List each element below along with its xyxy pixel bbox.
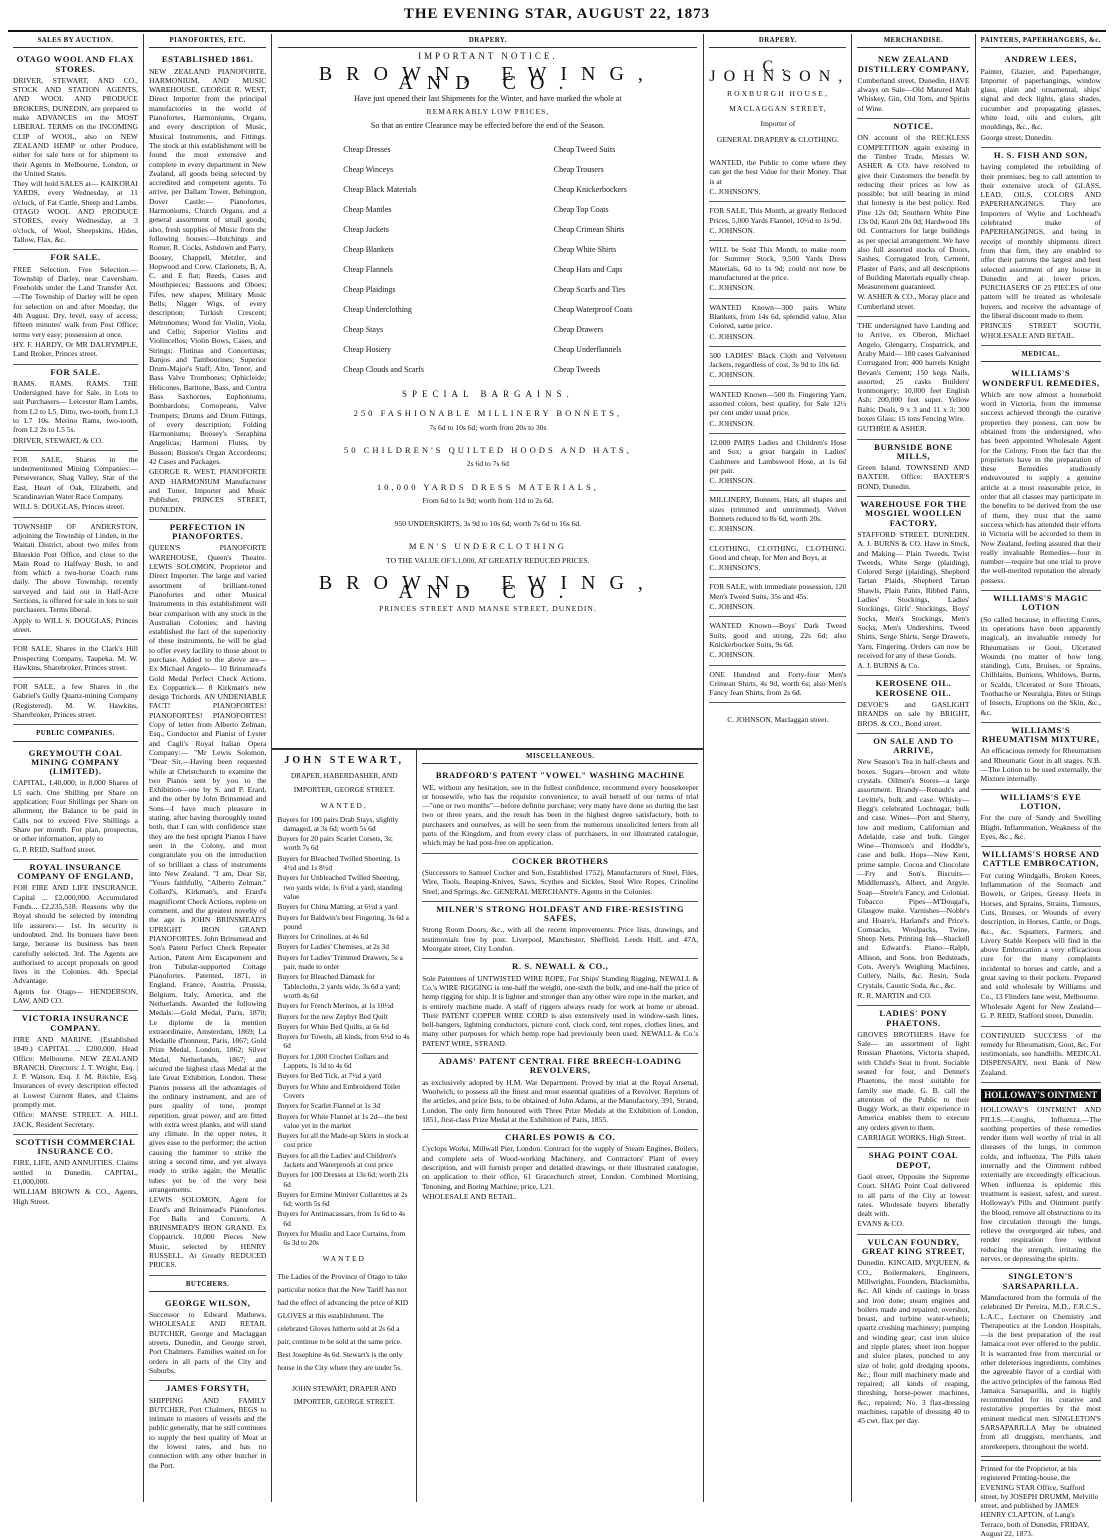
advert (13, 1011, 138, 1135)
cheap-item: Cheap Dresses (343, 145, 391, 155)
masthead: THE EVENING STAR, AUGUST 22, 1873 (8, 6, 1106, 32)
advert (13, 678, 138, 725)
advert-signature: C. JOHNSON'S. (709, 186, 761, 196)
advert-signature: C. JOHNSON. (709, 370, 755, 380)
wanted-heading: WANTED (322, 1253, 366, 1263)
advert (857, 1235, 969, 1431)
advert (981, 366, 1101, 591)
advert-title: COCKER BROTHERS (511, 855, 609, 866)
advert-title: ESTABLISHED 1861. (161, 54, 254, 65)
advert (981, 723, 1101, 790)
advert-title: WILLIAMS'S WONDERFUL REMEDIES, (981, 368, 1100, 388)
wanted-item: Buyers for China Matting, at 6½d a yard (277, 902, 398, 912)
advert-title: OTAGO WOOL AND FLAX STORES. (16, 54, 135, 74)
cheap-item: Cheap Black Materials (343, 185, 417, 195)
advert-body: WANTED Known—300 pairs White Blankets, from 14s 6d, splendid value. Also Colored, same price. (709, 302, 847, 331)
wanted-item: Buyers for Ladies' Chemises, at 2s 3d (277, 942, 389, 952)
wanted-item: Buyers for French Merinos, at 1s 10½d (277, 1001, 394, 1011)
advert (857, 1006, 969, 1148)
advert-body: STAFFORD STREET, DUNEDIN. A. J. BURNS & CO. Have in Stock, and Making— Plain Tweeds, Twist Tweeds, White Serge (plaiding), Colored Serge (plaiding), Shepherd Tartan Plaids, Shepherd Tartan Shawls, Plain Pants, Ribbed Pants, Ladies' Stockings, Ladies' Stockings, Girls' Stockings, Boys' Socks, Men's Stockings, Men's Socks, Men's Undershirts, Tweed Shirts, Serge Shirts, Serge Drawers, Yarn, Fingering. Orders can now be received for any of these Goods. (857, 529, 970, 660)
advert-signature: WHOLESALE AND RETAIL. (422, 1191, 517, 1201)
wanted-item: Buyers for 100 pairs Drab Stays, slightly damaged, at 3s 6d; worth 5s 6d (277, 814, 399, 833)
section-header: DRAPERY. (709, 36, 846, 48)
advert-title: R. S. NEWALL & CO., (512, 961, 609, 972)
wanted-item: Buyers for Ladies' Trimmed Drawers, 5s a pair, made to order (277, 952, 403, 972)
advert (857, 440, 969, 497)
advert (13, 746, 138, 860)
advert-body: SHIPPING AND FAMILY BUTCHER, Port Chalmers, BEGS to intimate to masters of vessels and the public generally, that he still continues to supply the best quality of Meat at the lowest rates, and has no connection with any other butcher in the Port. (148, 1395, 267, 1470)
cheap-item: Cheap Top Coats (553, 205, 609, 215)
bargain-title: 250 FASHIONABLE MILLINERY BONNETS, (353, 408, 623, 419)
advert-signature: Wholesale Agent for New Zealand— G. P. REID, Stafford street, Dunedin. (980, 1001, 1101, 1021)
advert-signature: CARRIAGE WORKS, High Street. (857, 1133, 966, 1143)
advert-title: BURNSIDE BONE MILLS, (874, 441, 953, 461)
advert-body: FOR SALE, This Month, at greatly Reduced Prices, 5,000 Yards Flannel, 10½d to 1s 9d. (709, 206, 847, 225)
advert-body: MILLINERY, Bonnets, Hats, all shapes and sizes (trimmed and untrimmed). Velvet Bonnets reduced to 8s 6d, worth 20s. (709, 495, 847, 523)
wanted-item: Buyers for all the Ladies' and Children's Jackets and Waterproofs at cost price (277, 1150, 397, 1169)
advert (981, 591, 1101, 723)
wanted-item: Buyers for Baldwin's best Fingering, 3s 6d a pound (277, 912, 409, 931)
wanted-item: Buyers for Bleached Damask for Tablecloths, 2 yards wide, 3s 6d a yard; worth 4s 6d (277, 972, 401, 1000)
advert-body: CAPITAL, L40,000; in 8,000 Shares of L5 each. One Shilling per Share on application; Four Shillings per Share on allotment; the Balance to be paid in Calls not to exceed Five Shillings a Share per month. For plan, prospectus, or other information, apply to (13, 778, 138, 844)
advert-body: FIRE, LIFE, AND ANNUITIES. Claims settled in Dunedin. CAPITAL, £1,000,000. (13, 1158, 138, 1187)
advert-body: FOR SALE, Shares in the undermentioned Mining Companies:— Perseverance, Shag Valley, Star of the East, Heart of Oak, Elizabeth, and Scandinavian Water Race Company. (13, 454, 138, 502)
advert-title: FOR SALE. (50, 252, 101, 263)
cheap-item: Cheap Clouds and Scarfs (343, 365, 424, 375)
advert-title: VULCAN FOUNDRY, GREAT KING STREET, (861, 1236, 966, 1257)
advert-title: LADIES' PONY PHAETONS. (879, 1008, 948, 1028)
column-drapery-brown-ewing (272, 34, 704, 1502)
cheap-item: Cheap Trousers (553, 165, 604, 175)
advert-body: Gaol street, Opposite the Supreme Court. SHAG Point Coal delivered to all parts of the City at lowest rates. Wholesale buyers liberally dealt with. (857, 1171, 970, 1219)
advert-body: RAMS. RAMS. RAMS. THE Undersigned have for Sale, in Lots to suit Purchasers— Leicester Ram Lambs, from L2 to L5. Ditto, two-tooth, from L3 to L7 10s. Merino Rams, two-tooth, from L2 2s to L5 5s. (13, 378, 138, 435)
bargain-detail: 7s 6d to 10s 6d; worth from 20s to 30s (429, 422, 547, 432)
advert-body: Strong Room Doors, &c., with all the recent improvements. Price lists, drawings, and testimonials free by post. Liverpool, Manchester, Sheffield, Leeds Hull, and 47A, Moorgate street, City London. (422, 925, 699, 954)
advert (149, 52, 266, 520)
advert-body: DRIVER, STEWART, AND CO., STOCK AND STATION AGENTS, AND WOOL AND PRODUCE BROKERS, DUNEDIN, are prepared to make ADVANCES on the MOST LIBERAL TERMS on the INCOMING CLIP of WOOL, also on NEW ZEALAND HEMP or other Produce, either for sale here or for shipment to their Agents in Melbourne, London, or the United States. (13, 75, 138, 178)
advert-signature: DRIVER, STEWART, & CO. (13, 435, 104, 445)
section-header: PUBLIC COMPANIES. (13, 729, 138, 741)
advert-body: (Successors to Samuel Cocker and Son, Established 1752), Manufacturers of Steel, Files, Wire, Tools, Reaping-Knives, Saws, Scythes and Sickles, Steel Wire Ropes, Crinoline Steel, and Springs, &c. GENERAL MERCHANTS. Agents in the Colonies. (422, 867, 699, 896)
advert (13, 640, 138, 678)
advert (709, 347, 846, 386)
advert-title: ANDREW LEES, (1004, 54, 1077, 65)
holloway-banner: HOLLOWAY'S OINTMENT (981, 1089, 1101, 1102)
section-header: MEDICAL. (981, 350, 1101, 362)
advert-title: WAREHOUSE FOR THE MOSGIEL WOOLLEN FACTORY, (860, 499, 967, 528)
advert (149, 520, 266, 1276)
section-header: BUTCHERS. (149, 1280, 266, 1292)
advert-body: THE undersigned have Landing and to Arrive, ex Oberon, Michael Angelo, Glengarry, Cospatrick, and Araby Maid— 180 cases Galvanised Corrugated Iron; 400 barrels Knight Bevan's Cement; 150 kegs Nails, assorted; 25 casks Builders' Ironmongery; 10,000 feet English Ash; 200,000 feet super. Yellow Baltic Deals, 9 x 3 and 11 x 3; 300 boxes Glass; 15 tons Fencing Wire. (857, 321, 970, 423)
advert-title: GEORGE WILSON, (164, 1297, 251, 1308)
advert (709, 491, 846, 539)
bargain-detail: From 6d to 1s 9d; worth from 11d to 2s 6d. (422, 495, 554, 505)
advert-body: NEW ZEALAND PIANOFORTE, HARMONIUM, AND MUSIC WAREHOUSE. GEORGE R. WEST, Direct Importer from the principal manufactories in the world of Pianofortes, Harmoniums, Organs, and every description of Music, Musical Instruments, and Fittings. The stock at this establishment will be found the most extensive and complete in every department in New Zealand, all goods being selected by accredited and competent agents. To arrive, per Dallam Tower, Bebington, Dover Castle:— Pianofortes, Harmoniums, Church Organs, and a general assortment of small goods; also, fresh supplies of Music from the following houses:—Hutchings and Romer, R. Cocks, Ashdown and Parry, Boosey, Chappell, Metzler, and Hopwood and Crew. Clarionets, B, A, C, and E flat; Reeds, Cases and Mouthpieces; Bassoons and Oboes; Fifes, new shapes; Military Music Bells; Nigger Wigs, of every description; Turkish Crescent; Metronomes; Wood for Violin, Viola, and Cello; Superior Violins and Violincellos; Violin Bows, Cases, and Strings; Flutinas and Concertinas; Banjos and Tambourines; Superior Drum-Major's Staff; Alto, Tenor, and Bass Valve Trombones; Ophicleide; Helicones, Baritone, Bass, and Contra Bass Saxhornes, Euphoniums, Bombardons; Cornopeans, Valve Trumpets; Drums and Drum Fittings, of every description; Folding Harmoniums; Boosey's Seraphina Angelicas; Harmoni Flutes, by Busson; Busson's Organ Accordeons; 42 Cases and Packages. (148, 66, 267, 467)
lower-drapery-area (272, 750, 703, 1502)
clearance-text: So that an entire Clearance may be effected before the end of the Season. (370, 120, 605, 130)
cheap-goods-list (278, 140, 697, 380)
advert-signature: WILLIAM BROWN & CO., Agents, High Street. (13, 1187, 138, 1206)
wanted-item: Buyers for Antimacassars, from 1s 6d to 4s 6d (277, 1209, 406, 1228)
advert-signature: A. J. BURNS & Co. (857, 661, 920, 671)
advert (981, 1083, 1101, 1269)
advert (709, 299, 846, 347)
advert (13, 451, 138, 518)
cheap-right-list (554, 140, 633, 380)
advert-body: QUEEN'S PIANOFORTE WAREHOUSE, Queen's Theatre. LEWIS SOLOMON, Proprietor and Direct Importer. The large and varied assortment of brilliant-toned Pianofortes and other Musical Instruments in this establishment will bear comparison with any stock in the Australian Colonies; and having established the fact of the superiority of these instruments, he will be glad to offer every facility to those about to purchase. Added to the above are— Ex Michael Angelo— 10 Brinsmead's Gold Medal Perfect Check Actions. Ex Coppatrick— 8 Kirkman's new design Trichords. AN UNDENIABLE FACT! PIANOFORTES! PIANOFORTES! PIANOFORTES! Copy of letter from Alberto Zelman, Esq., Conductor and Pianist of Lyster and Cagli's Royal Italian Opera Company:— "Mr Lewis Solomon, "Dear Sir,—Having been requested while at Christchurch to examine the two Pianos sent by you to the Exhibition—one by S. and P. Erard, and the other by John Brinsmead and Sons—I have much pleasure in stating, after having thoroughly tested both, that I can with confidence state they are the best upright Pianos I have seen in the Colony, and most congratulate you on the introduction of so brilliant a class of instruments into New Zealand. "I am, Dear Sir, "Yours faithfully, "Alberto Zelman." Collard's, Kirkman's, and Erard's magnificent Check Actions, replete on comment, and the greatest novelty of the age is JOHN BRINSMEAD'S UPRIGHT IRON GRAND PIANOFORTES. John Brinsmead and Son's Patent Perfect Check Repeater Action, Patent Arm Escapement and Iron Tubular-supported Cottage Pianofortes. Patented, 1871, in England, France, Austria, Prussia, Belgium, Italy, America, and the Netherlands. Awarded the following Medals:—Gold Medal, Paris, 1870; Le diplome de la mention extraordinaire, Amsterdam, 1869; La Medaille d'honneur, Paris, 1867; Gold Prize Medal, London, 1862; Silver Medal, Netherlands, 1867; and secured the highest class Medal at the late Great Exhibition, London. These Pianos possess all the advantages of the ordinary instrument, and are of pure quality of tone, prompt repetition, great power, and are fitted with extra wrest planks, and will stand any climate. In the upper notes, it gives ease to the performer; the action causing the hammer to strike the string a second time, and yet always ready to strike again; the Metallic tubes yet be of the very best arrangements. (148, 543, 267, 1194)
advert-body: HOLLOWAY'S OINTMENT AND PILLS.—Coughs, Influenza.—The soothing properties of these remedies render them well worthy of trial in all diseases of the lungs, in common colds, and influenza. The Pills taken internally and the Ointment rubbed externally are exceedingly efficacious. When influenza is epidemic this treatment is easiest, safest, and surest. Holloway's Pills and Ointment purify the blood, remove all obstructions to its free circulation through the lungs, relieve the overgorged air tubes, and render respiration free without reducing the strength, irritating the nerves, or depressing the spirits. (980, 1105, 1101, 1264)
advert-signature: George street, Dunedin. (980, 132, 1053, 142)
johnson-importer: Importer of (760, 119, 796, 129)
advert (13, 250, 138, 364)
advert-body: ON account of the RECKLESS COMPETITION again existing in the Timber Trade, Messrs W. ASHER & CO. have resolved to give their Customers the benefit by reducing their prices as low as possible; but still bearing in mind that honesty is the best policy. Red Pine 12s 0d; Southern White Pine 13s 0d; Kauri 20s 0d; Hardwood 18s 0d. Contractors for large buildings as per special arrangement. We have also full assorted stocks of Doors, Sashes, Corrugated Iron, Cement, Plaster of Paris, and all descriptions of Building Materials equally cheap. Measurement guaranteed. (857, 133, 970, 292)
advert-body: An efficacious remedy for Rheumatism and Rheumatic Gout in all stages. N.B.—The Lotion to be used externally, the Mixture internally. (980, 746, 1101, 784)
cheap-item: Cheap Knickerbockers (553, 185, 627, 195)
advert (857, 119, 969, 317)
advert-signature: C. JOHNSON. (709, 650, 755, 660)
advert-signature: G. P. REID, Stafford street. (13, 844, 96, 854)
johnson-name: C. JOHNSON, (709, 58, 851, 85)
advert-title: PERFECTION IN PIANOFORTES. (169, 521, 246, 542)
advert-signature: HY. F. HARDY, Or MR DALRYMPLE, Land Broker, Princes street. (13, 339, 138, 359)
stewart-signature: JOHN STEWART, DRAPER AND IMPORTER, GEORGE STREET. (292, 1383, 397, 1406)
advert-body: FREE Selection. Free Selection.—Township of Darley, near Caversham. Freeholds under the Land Transfer Act.—The Township of Darley will be open for selection on and after Monday, the 4th August. Dry, level, easy of access; fifteen minutes' walk from Post Office; terms very easy; possession at once. (13, 264, 138, 339)
advert-title: WILLIAMS'S HORSE AND CATTLE EMBROCATION, (981, 849, 1100, 869)
advert (709, 386, 846, 434)
wanted-item: Buyers for the new Zephyr Bed Quilt (277, 1011, 388, 1021)
john-stewart-advert (272, 750, 417, 1502)
advert-signature: GUTHRIE & ASHER. (857, 424, 927, 434)
advert (422, 1130, 698, 1206)
johnson-footer: C. JOHNSON, Maclaggan street. (727, 715, 829, 725)
advert-body: CLOTHING, CLOTHING, CLOTHING. Good and cheap, for Men and Boys, at (709, 543, 847, 562)
advert-signature: W. ASHER & CO., Moray place and Cumberland street. (857, 292, 970, 311)
wanted-item: Buyers for 1,000 Crochet Collars and Lappets, 1s 3d to 4s 6d (277, 1051, 389, 1071)
advert (422, 768, 698, 853)
wanted-item: Buyers for Towels, all kinds, from 6½d to 4s 6d (277, 1032, 410, 1051)
wanted-item: Buyers for Unbleached Twilled Sheeting, two yards wide, 1s 6½d a yard, standing value (277, 873, 403, 901)
advert-body: WE, without any hesitation, see in the fullest confidence, recommend every housekeeper or housewife, who has the requisite convenience, to avail herself of our terms of trial—"one or two months"—before definite purchase; very many have done so during the last two or three years, and the result has been in the highest degree satisfactory, both to purchasers and ourselves, as will be seen from the numerous unsolicited letters from all parts of the Kingdom, and from every class of purchasers, in our illustrated catalogue, which may be had post-free on application. (422, 782, 699, 848)
advert (13, 365, 138, 451)
advert-body: (So called because, in effecting Cures, its operations have been apparently magical), an invaluable remedy for Rheumatism or Gout, Ulcerated Wounds (no matter of how long standing), Cuts, Bruises, or Sprains, Chilblains, Bunions, Whitlows, Burns, or Scalds, Ulcerated or Sore Throats, Toothache or Neuralgia, Bites or Stings of Insects, Eruptions on the Skin, &c., &c. (980, 614, 1101, 717)
advert (857, 497, 969, 676)
special-bargains-heading: SPECIAL BARGAINS. (402, 389, 574, 400)
column-painters-medical (976, 34, 1106, 1538)
cheap-item: Cheap Underclothing (343, 305, 412, 315)
cheap-item: Cheap Tweeds (553, 365, 601, 375)
advert (981, 1269, 1101, 1457)
bargain-title: 10,000 YARDS DRESS MATERIALS, (376, 481, 599, 492)
wanted-item: Buyers for Muslin and Lace Curtains, from 6s 3d to 20s (277, 1229, 406, 1248)
advert-body: WANTED, the Public to come where they can get the best Value for their Money. That is at (709, 158, 847, 186)
cheap-item: Cheap Flannels (343, 265, 393, 275)
advert-body: FOR SALE, with immediate possession, 120 Men's Tweed Suits, 35s and 45s. (709, 582, 847, 601)
section-header: PAINTERS, PAPERHANGERS, &c. (981, 36, 1101, 48)
advert (981, 847, 1101, 1026)
advert-body: 500 LADIES' Black Cloth and Velveteen Jackets, regardless of cost, 3s 9d to 10s 6d. (709, 350, 847, 370)
advert-title: WILLIAMS'S EYE LOTION, (1000, 791, 1082, 811)
section-header: DRAPERY. (278, 36, 697, 48)
cheap-item: Cheap Plaidings (343, 285, 396, 295)
advert (857, 317, 969, 440)
advert-body: FIRE AND MARINE. (Established 1849.) CAPITAL ... £200,000. Head Office: Melbourne. NEW ZEALAND BRANCH. Directors: J. T. Wright, Esq. | J. P. Watson, Esq. J. M. Ritchie, Esq. Insurances of every description effected at Lowest Current Rates, and Claims promptly met. (13, 1034, 138, 1109)
advert-signature: Agents for Otago— HENDERSON, LAW, AND CO. (13, 986, 138, 1006)
advert-body: Manufactured from the formula of the celebrated Dr Pereira, M.D., F.R.C.S., L.A.C., Lecturer on Chemistry and Therapeutics at the London Hospitals,—is the best preparation of the real Jamaica root ever offered to the public. It is warranted free from mercurial or other deleterious ingredients, combines the agreeable flavor of a cordial with the active principles of the famous Red Jamaica Sarsaparilla, and is highly recommended for its curative and restorative properties by the most eminent medical men. SINGLETON'S SARSAPARILLA May be obtained from all druggists, merchants, and storekeepers, throughout the world. (980, 1292, 1101, 1451)
advert (13, 860, 138, 1011)
advert-title: FOR SALE. (50, 366, 101, 377)
cheap-item: Cheap White Shirts (553, 245, 617, 255)
advert (422, 959, 698, 1054)
advert-body: FOR SALE, Shares in the Clark's Hill Prospecting Company, Taupeka. M. W. Hawkins, Sharebroker, Princes street. (13, 644, 138, 672)
advert-title: GREYMOUTH COAL MINING COMPANY (LIMITED). (28, 747, 123, 777)
advert-signature: Office: MANSE STREET. A. HILL JACK, Resident Secretary. (13, 1110, 138, 1129)
intro-text: Have just opened their last Shipments for the Winter, and have marked the whole at (354, 94, 622, 104)
bargain-detail: 2s 6d to 7s 6d (466, 459, 509, 469)
advert-body: Painter, Glazier, and Paperhanger, Importer of paperhangings, window glass, plain and ornamental, ships' signal and deck lights, glass shades, cucumber and propagating glasses, white lead, oils and colors, gilt mouldings, &c., &c. (980, 66, 1101, 132)
advert (709, 154, 846, 202)
advert-title: MILNER'S STRONG HOLDFAST AND FIRE-RESISTING SAFES, (436, 903, 685, 924)
advert-body: ONE Hundred and Forty-four Men's Crimean Shirts, 4s 9d, worth 6s; also Men's Fancy Jean Shirts, from 2s 6d. (709, 669, 847, 698)
advert (13, 52, 138, 250)
gloves-notice: The Ladies of the Province of Otago to take particular notice that the New Tariff has not had the effect of advancing the price of KID GLOVES at this establishment. The celebrated Gloves hitherto sold at 2s 6d a pair, continue to be sold at the same price. Best Josephine 4s 6d. Stewart's is the only house in the City where they are under 5s. (277, 1272, 409, 1373)
advert-body: Cyclops Works, Millwall Pier, London. Contract for the supply of Steam Engines, Boilers, and complete sets of Wood-working Machinery, and Contractors' Plant of every description, and will furnish proper and detailed drawings, or their illustrated catalogue, on application to their office, 61 Gracechurch street, London. Combined Mortising, Tenoning, and Boring Machine; price, L21. (422, 1144, 699, 1191)
advert (709, 202, 846, 241)
advert (13, 518, 138, 641)
advert (422, 854, 698, 902)
advert-body: GROVES BROTHERS Have for Sale— an assortment of light Russian Phaetons, Victoria shaped, with Child's Seat in front. Sociable seated for four, and Dennet's Phaetons, the most suitable for family use made. G. B. call the attention of the Public to their Buggy Work, as their experience in America enables them to execute any orders given to them. (857, 1029, 970, 1132)
advert-signature: C. JOHNSON. (709, 418, 755, 428)
cheap-item: Cheap Blankets (343, 245, 394, 255)
cheap-item: Cheap Winceys (343, 165, 394, 175)
advert-signature: C. JOHNSON. (709, 524, 755, 534)
advert (857, 676, 969, 733)
advert-body: For the cure of Sandy and Swelling Blight, Inflammation, Weakness of the Eyes, &c., &c. (980, 813, 1101, 841)
advert (981, 790, 1101, 847)
section-header: MISCELLANEOUS. (422, 752, 698, 764)
advert-body: Dunedin. KINCAID, M'QUEEN, & CO., Boilermakers, Engineers, Millwrights, Founders, Blacksmiths, &c. All kinds of castings in brass and iron done; steam engines and boilers made and repaired; overshot, breast, and turbine water-wheels; quartz crushing machinery; pumping and winding gear; cast iron sluice and ripple plates; sheet iron hopper and sluice plates, punched to any size of hole; gold dredging spoons, &c.; flour mill machinery made and repaired; all kinds of reaping, threshing, horse-power machines, &c., repaired; No. 3 flax-dressing machines, capable of dressing 40 to 45 cwt. flax per day. (857, 1258, 970, 1426)
firm-name: BROWN, EWING, AND CO. (318, 62, 657, 94)
advert-signature: C. JOHNSON. (709, 331, 755, 341)
advert (709, 617, 846, 665)
advert-signature: LEWIS SOLOMON, Agent for Erard's and Brinsmead's Pianofortes. For Balls and Concerts. A BRINSMEAD'S IRON GRAND. Ex Coppatrick. 10,000 Pieces New Music, selected by HENRY RUSSELL. At Greatly REDUCED PRICES. (148, 1195, 267, 1270)
advert-body: New Season's Tea in half-chests and boxes. Sugars—brown and white crystals. Oilmen's Stores—a large assortment. Brandy—Renault's and Levitte's, bulk and case. Whisky—Begg's celebrated Lochnagar, bulk and case. Wines—Port and Sherry, low and medium, Californian and Adelaide, case and bulk. Ginger Wine—Thomson's and Hoddle's, case and bulk. Hops—New Kent, prime sample. Cocoa and Chocolate—Fry and Son's. Biscuits—Middlemass's, Albert, and Argyle. Soap—Steele's Fancy, and Colonial. Tobacco Pipes—M'Dougal's, Glasgow make. Varnishes—Noble's and Hoare's, Harland's and Price's. Cornsacks, Woolpacks, Twine, Sheep Nets. Printing Ink—Shackell and Edward's. Piano—Ralph, Allison, and Sons. Iron Bedsteads, Cots, Avery's Weighing Machines, Cutlery, Nails, &c. Resin, Soda Crystals, Caustic Soda, &c., &c. (857, 757, 970, 990)
advert (709, 434, 846, 491)
wanted-item: Buyers for Bed Tick, at 7½d a yard (277, 1071, 382, 1081)
johnson-house: ROXBURGH HOUSE, (727, 88, 829, 98)
advert-signature: C. JOHNSON. (709, 283, 755, 293)
advert-body: WILL be Sold This Month, to make room for Summer Stock, 9,500 Yards Dress Materials, 6d to 1s 9d; could not now be manufactured at the price. (709, 245, 847, 283)
advert-title: ROYAL INSURANCE COMPANY OF ENGLAND, (17, 861, 134, 882)
cheap-item: Cheap Crimean Shirts (553, 225, 625, 235)
advert-title: WILLIAMS'S RHEUMATISM MIXTURE, (981, 724, 1100, 745)
advert-title: H. S. FISH AND SON, (993, 149, 1088, 160)
advert-body: FOR FIRE AND LIFE INSURANCE. Capital ... £2,000,000. Accumulated Funds... £2,235,518. Reasons why the Royal should be selected by intending life assurers:— 1st. Its security is undoubted. 2nd. Its bonuses have been large, because its business has been carefully selected. 3rd. The Agents are authorised to accept proposals on good lives in the Colonies. 4th. Special Advantage. (13, 883, 138, 986)
cheap-item: Cheap Stays (343, 325, 384, 335)
advert (422, 902, 698, 959)
advert-title: CHARLES POWIS & CO. (505, 1132, 616, 1143)
cheap-item: Cheap Mantles (343, 205, 392, 215)
section-header: PIANOFORTES, ETC. (149, 36, 266, 48)
advert-title: ON SALE AND TO ARRIVE, (873, 735, 954, 756)
advert-title: BRADFORD'S PATENT "VOWEL" WASHING MACHINE (435, 770, 685, 781)
advert-signature: C. JOHNSON'S. (709, 563, 761, 573)
advert-title: KEROSENE OIL. KEROSENE OIL. (875, 678, 952, 698)
column-miscellaneous (417, 750, 703, 1502)
advert-body: CONTINUED SUCCESS of the remedy for Rheumatism, Gout, &c. For testimonials, see handbills. MEDICAL DISPENSARY, next Bank of New Zealand. (980, 1030, 1101, 1077)
advert-signature: C. JOHNSON. (709, 476, 755, 486)
cheap-item: Cheap Scarfs and Ties (553, 285, 626, 295)
column-johnson-drapery (704, 34, 852, 1502)
advert-body: FOR SALE, a few Shares in the Gabriel's Gully Quartz-mining Company (Registered). M. W. Hawkins, Sharebroker, Princes street. (13, 682, 138, 719)
advert-body: DEVOE'S and GASLIGHT BRANDS on sale by BRIGHT, BROS. & CO., Bond street. (857, 700, 970, 728)
advert (857, 734, 969, 1006)
column-merchandise (852, 34, 975, 1502)
advert-body: Green Island. TOWNSEND AND BAXTER. Office: BAXTER'S BOND, Dunedin. (857, 463, 970, 491)
wanted-item: Buyers for Crinolines, at 4s 6d (277, 932, 369, 942)
advert-title: VICTORIA INSURANCE COMPANY. (21, 1013, 130, 1033)
advert-signature: PRINCES STREET SOUTH, WHOLESALE AND RETAIL. (980, 321, 1101, 340)
advert-title: NOTICE. (893, 121, 934, 132)
column-sales-by-auction (8, 34, 144, 1502)
advert (149, 1381, 266, 1475)
wanted-item: Buyers for Scarlet Flannel at 1s 3d (277, 1101, 381, 1111)
columns (8, 34, 1106, 1538)
advert-body: WANTED Known—500 lb. Fingering Yarn, assorted colors, best quality, for Sale 12½ per cent under usual price. (709, 389, 847, 418)
advert (981, 1027, 1101, 1083)
advert (857, 52, 969, 119)
advert-signature: WILL S. DOUGLAS, Princes street. (13, 502, 125, 512)
stewart-subtitle: DRAPER, HABERDASHER, AND IMPORTER, GEORGE STREET. (290, 771, 398, 795)
advert-title: JAMES FORSYTH, (165, 1383, 250, 1394)
advert-body: Successor to Edward Mathews, WHOLESALE AND RETAIL BUTCHER, George and Maclaggan streets, Dunedin, and George street, Port Chalmers. Families waited on for orders in all parts of the City and Suburbs. (148, 1310, 267, 1375)
wanted-item: Buyers for White and Embroidered Toilet Covers (277, 1081, 401, 1100)
cheap-item: Cheap Jackets (343, 225, 389, 235)
wanted-item: Buyers for White Flannel at 1s 2d—the best value yet in the market (277, 1111, 408, 1130)
advert (981, 148, 1101, 346)
advert-body: For curing Windgalls, Broken Knees, Inflammation of the Stomach and Bowels, or Gripes, Greasy Heels in Horses, and Sprains, Strains, Tumours, Cuts, Bruises, or Wounds of every description, in Horses, Cattle, or Dogs, &c., &c. Squatters, Farmers, and Livery Stable Keepers will find in the above Embrocation a very efficacious cure for the many complaints incidental to horses and cattle, and a great saving to their pockets. Prepared and sold wholesale by Williams and Co., 13 Flinders lane west, Melbourne. (980, 870, 1101, 1001)
advert-signature: GEORGE R. WEST, PIANOFORTE AND HARMONIUM Manufacturer and Tuner, Importer and Music Publisher, PRINCES STREET, DUNEDIN. (148, 467, 267, 514)
advert-title: SCOTTISH COMMERCIAL INSURANCE CO. (15, 1136, 136, 1157)
advert (857, 1148, 969, 1234)
cheap-item: Cheap Tweed Suits (553, 145, 616, 155)
section-header: MERCHANDISE. (857, 36, 969, 48)
bargain-title: 50 CHILDREN'S QUILTED HOODS AND HATS, (343, 444, 632, 455)
section-header: SALES BY AUCTION. (13, 36, 138, 48)
advert-body: as exclusively adopted by H.M. War Department. Proved by trial at the Royal Arsenal, Woolwich, to possess all the finest and most essential qualities of a Revolver. Reprints of the articles, and price lists, to be obtained of John Adams, at the Manufactory, 391, Strand, London. The only firm honoured with Three Prize Medals at the Exhibition of London, 1851, first-class Prize Medal at the Exhibition of Paris, 1855. (422, 1077, 699, 1124)
johnson-general: GENERAL DRAPERY & CLOTHING. (716, 134, 839, 144)
cheap-item: Cheap Underflannels (553, 345, 622, 355)
stewart-title: JOHN STEWART, (284, 755, 405, 766)
cheap-item: Cheap Hosiery (343, 345, 392, 355)
cheap-item: Cheap Waterproof Coats (553, 305, 633, 315)
advert-signature: Apply to WILL S. DOUGLAS, Princes street. (13, 615, 138, 634)
advert (709, 666, 846, 704)
johnson-street: MACLAGGAN STREET, (729, 104, 827, 114)
wanted-item: Buyers for all the Made-up Skirts in stock at cost price (277, 1131, 409, 1150)
advert-title: SINGLETON'S SARSAPARILLA. (1002, 1271, 1079, 1291)
wanted-heading: WANTED, (320, 801, 368, 811)
advert (149, 1296, 266, 1381)
advert-body: Which are now almost a household word in Victoria, from the immense success achieved through the curative properties they possess, can now be obtained from the undersigned, who has been appointed Wholesale Agent for the Colony. From the fact that the proprietors have in the preparation of these Remedies studiously endeavoured to supply a genuine article at a most reasonable price, in order that all classes may participate in the benefits to be derived from the use of them, they trust that the same success which has attended their efforts in Victoria will be accorded to them in New Zealand, feeling assured that their really invaluable Remedies—four in number—require but one trial to prove the well-merited reputation the already possess. (980, 389, 1101, 585)
advert-body: WANTED Known—Boys' Dark Tweed Suits, good and strong, 22s 6d; also Knickerbocker Suits, 9s 6d. (709, 621, 847, 649)
wanted-item: Buyers for White Bed Quilts, at 6s 6d (277, 1021, 389, 1031)
advert (13, 1135, 138, 1211)
advert-signature: C. JOHNSON. (709, 225, 755, 235)
bargain-detail: TO THE VALUE OF L1,000, AT GREATLY REDUCED PRICES. (386, 555, 590, 565)
firm-address: PRINCES STREET AND MANSE STREET, DUNEDIN. (379, 603, 597, 613)
cheap-item: Cheap Hats and Caps (553, 265, 623, 275)
cheap-left-list (343, 140, 424, 380)
firm-name: BROWN, EWING, AND CO. (318, 572, 657, 604)
remarkably-low-prices: REMARKABLY LOW PRICES, (426, 107, 550, 117)
advert (422, 1054, 698, 1130)
wanted-item: Buyers for 20 pairs Scarlet Corsets, 3s; worth 7s 6d (277, 834, 393, 853)
advert (709, 578, 846, 617)
bargain-detail: 950 UNDERSKIRTS, 3s 9d to 10s 6d; worth 7s 6d to 16s 6d. (394, 519, 582, 529)
wanted-item: Buyers for 100 Dresses at 13s 6d; worth 21s 6d (277, 1170, 409, 1189)
advert (709, 241, 846, 298)
brown-ewing-advert (272, 34, 703, 750)
advert (981, 52, 1101, 148)
notice-title: IMPORTANT NOTICE. (418, 51, 558, 62)
advert-body: Cumberland street, Dunedin, HAVE always on Sale—Old Matured Malt Whiskey, Gin, Old Tom, and Spirits of Wine. (857, 75, 970, 113)
cheap-item: Cheap Drawers (553, 325, 604, 335)
advert-signature: R. R. MARTIN and CO. (857, 990, 932, 1000)
advert-signature: They will hold SALES at— KAIKORAI YARDS, every Wednesday, at 11 o'clock, of Fat Cattle, Sheep and Lambs. OTAGO WOOL AND PRODUCE STORES, every Wednesday, at 3 o'clock, of Wool, Sheepskins, Hides, Tallow, Flax, &c. (13, 179, 138, 244)
advert-body: 12,000 PAIRS Ladies and Children's Hose and Sox; a great bargain in Ladies' Cashmere and Lambswool Hose, at 1s 6d per pair. (709, 437, 847, 475)
bargain-title: MEN'S UNDERCLOTHING (408, 541, 567, 552)
advert-title: NEW ZEALAND DISTILLERY COMPANY, (857, 54, 970, 74)
advert-body: having completed the rebuilding of their premises, beg to call attention to their extensive stock of GLASS, LEAD, OILS, COLORS AND PAPERHANGINGS. They are Importers of Wylie and Lochhead's celebrated make of PAPERHANGINGS, and being in receipt of monthly shipments direct from that firm, they are enabled to offer their patrons the largest and best selected assortment of any house in Dunedin and at lower prices. PURCHASERS OF 25 PIECES of one pattern will be treated as wholesale buyers, and receive the advantage of the liberal discount made to them. (980, 162, 1101, 321)
advert-title: WILLIAMS'S MAGIC LOTION (993, 593, 1089, 613)
advert (709, 540, 846, 579)
wanted-item: Buyers for Ermine Miniver Collarettes at 2s 6d; worth 5s 6d (277, 1189, 408, 1209)
advert-title: SHAG POINT COAL DEPOT, (868, 1150, 959, 1170)
advert-body: Sole Patentees of UNTWISTED WIRE ROPE, For Ships' Standing Rigging, NEWALL & Co.'s WIRE RIGGING is one-half the weight, one-sixth the bulk, and one-half the price of hemp rigging for ship. It is lighter and stronger than any other wire rope in the market, and is entirely machine made. A staff of riggers always ready for work at home or abroad. Their PATENT COPPER WIRE CORD is also extensively used in window-sash lines, bell-hangers, lightning conductors, picture cord, clock cord, tent ropes, clothes lines, and many other purposes for which hemp rope had previously been used. NEWALL & Co.'s PATENT WIRE, STRAND. (422, 973, 699, 1048)
advert-signature: C. JOHNSON. (709, 602, 755, 612)
advert-signature: EVANS & CO. (857, 1219, 904, 1229)
advert-title: ADAMS' PATENT CENTRAL FIRE BREECH-LOADING REVOLVERS, (438, 1056, 682, 1076)
column-pianofortes (144, 34, 272, 1502)
imprint: Printed for the Proprietor, at his registered Printing-house, the EVENING STAR Office, Stafford street, by JOSEPH DRUMM, Melville street, and published by JAMES HENRY CLAPTON, of Lang's Terrace, both of Dunedin, FRIDAY, August 22, 1873. (981, 1460, 1101, 1538)
wanted-item: Buyers for Bleached Twilled Sheeting, 1s 4½d and 1s 8½d (277, 853, 401, 873)
advert-body: TOWNSHIP OF ANDERSTON, adjoining the Township of Linden, in the Waitati District, about two miles from Blueskin Post Office, and close to the Main Road to Halfway Bush, to and from which a two-horse Coach runs daily. The above Township, recently surveyed and laid out in Half-Acre Sections, is offered for sale in lots to suit purchasers. Terms liberal. (13, 521, 138, 615)
